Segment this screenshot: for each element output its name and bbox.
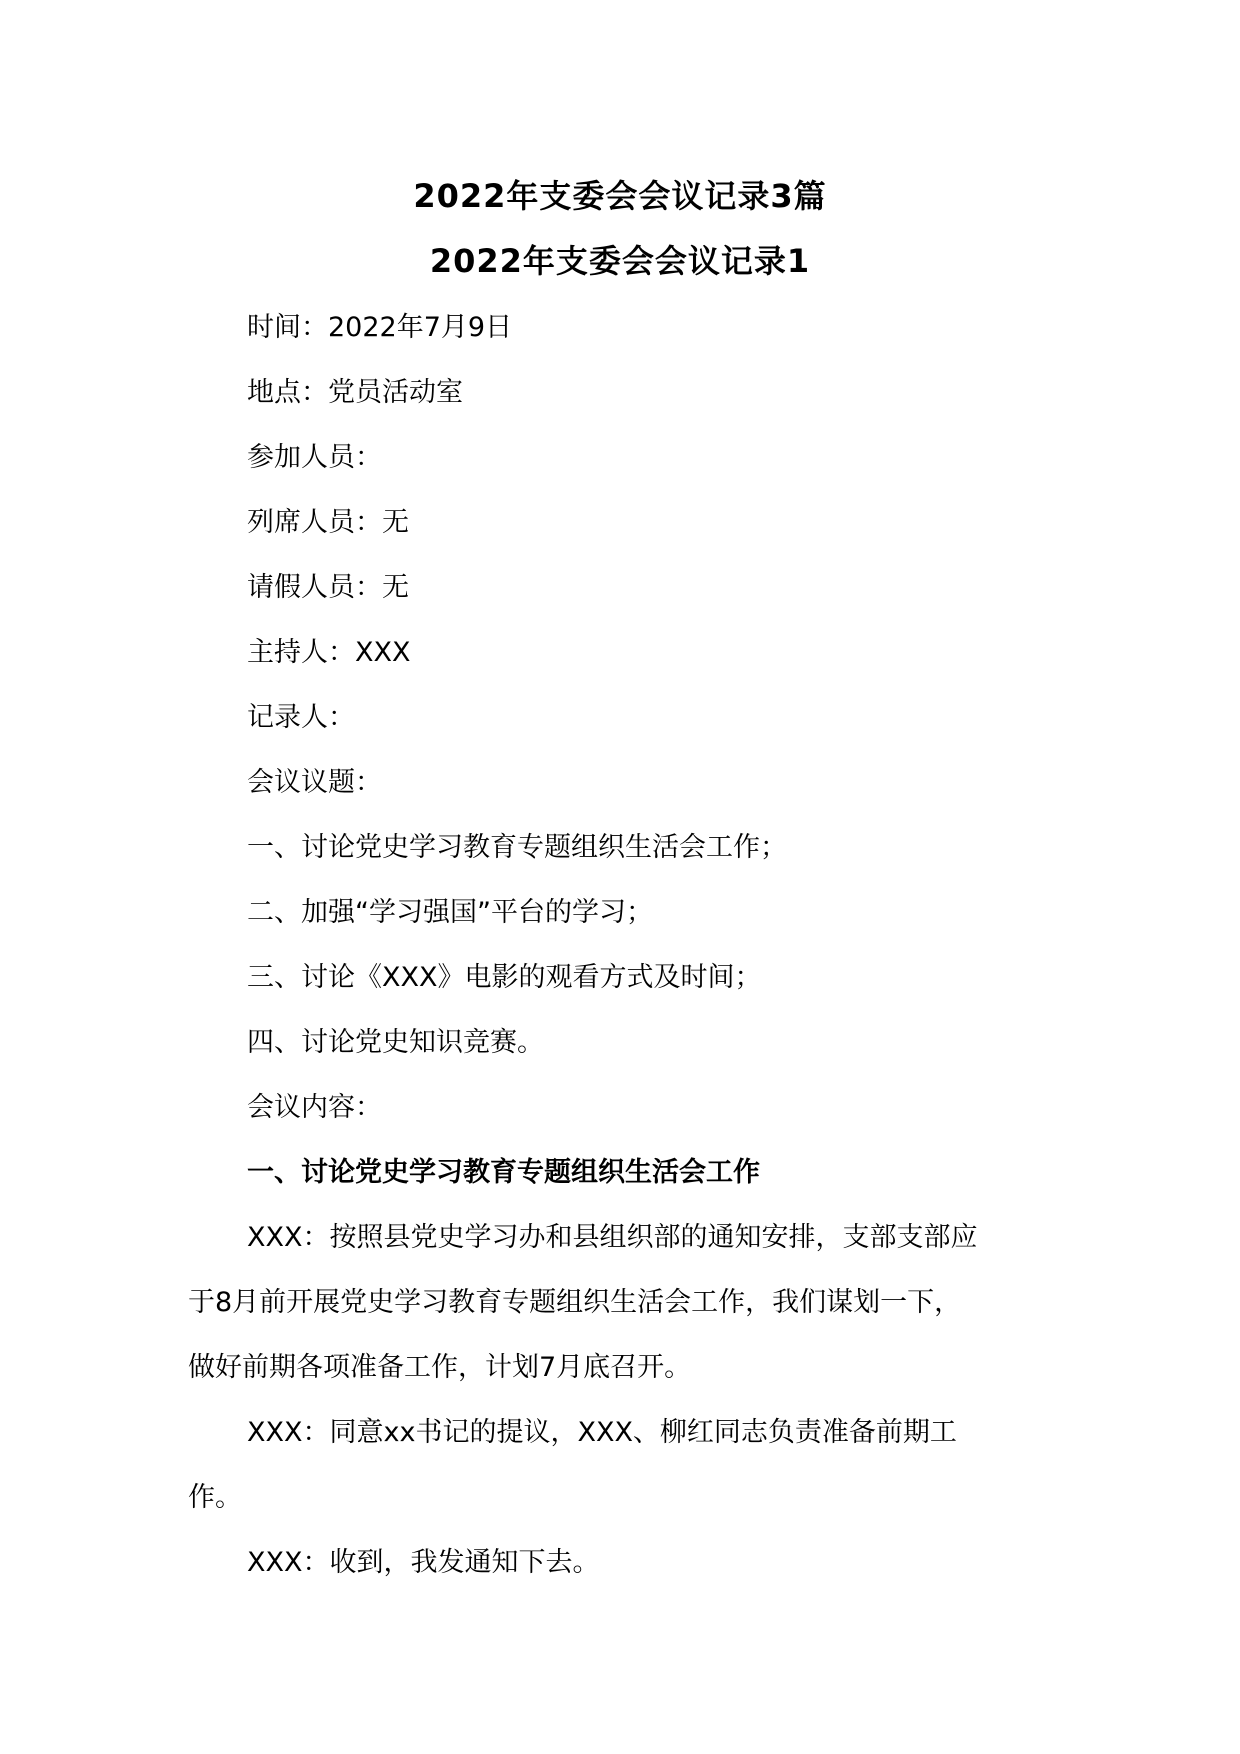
paragraph3: XXX：收到，我发通知下去。 xyxy=(247,1547,600,1578)
agenda-item-4: 四、讨论党史知识竞赛。 xyxy=(247,1027,544,1058)
field-location: 地点：党员活动室 xyxy=(247,377,463,408)
content-label: 会议内容： xyxy=(247,1092,382,1123)
section-heading: 一、讨论党史学习教育专题组织生活会工作 xyxy=(247,1157,760,1188)
field-recorder: 记录人： xyxy=(247,702,355,733)
sub-title: 2022年支委会会议记录1 xyxy=(429,242,811,280)
field-attendees: 参加人员： xyxy=(247,442,382,473)
main-title: 2022年支委会会议记录3篇 xyxy=(413,177,827,215)
agenda-item-2: 二、加强“学习强国”平台的学习； xyxy=(247,897,653,928)
paragraph1-line1: XXX：按照县党史学习办和县组织部的通知安排，支部支部应 xyxy=(247,1222,978,1253)
field-topics: 会议议题： xyxy=(247,767,382,798)
field-time: 时间：2022年7月9日 xyxy=(247,312,513,343)
paragraph2-line2: 作。 xyxy=(188,1482,242,1513)
agenda-item-3: 三、讨论《XXX》电影的观看方式及时间； xyxy=(247,962,762,993)
paragraph2-line1: XXX：同意xx书记的提议，XXX、柳红同志负责准备前期工 xyxy=(247,1417,957,1448)
paragraph1-line2: 于8月前开展党史学习教育专题组织生活会工作，我们谋划一下， xyxy=(188,1287,962,1318)
field-host: 主持人：XXX xyxy=(247,637,411,668)
paragraph1-line3: 做好前期各项准备工作，计划7月底召开。 xyxy=(188,1352,692,1383)
agenda-item-1: 一、讨论党史学习教育专题组织生活会工作； xyxy=(247,832,787,863)
field-observers: 列席人员：无 xyxy=(247,507,409,538)
field-absent: 请假人员：无 xyxy=(247,572,409,603)
